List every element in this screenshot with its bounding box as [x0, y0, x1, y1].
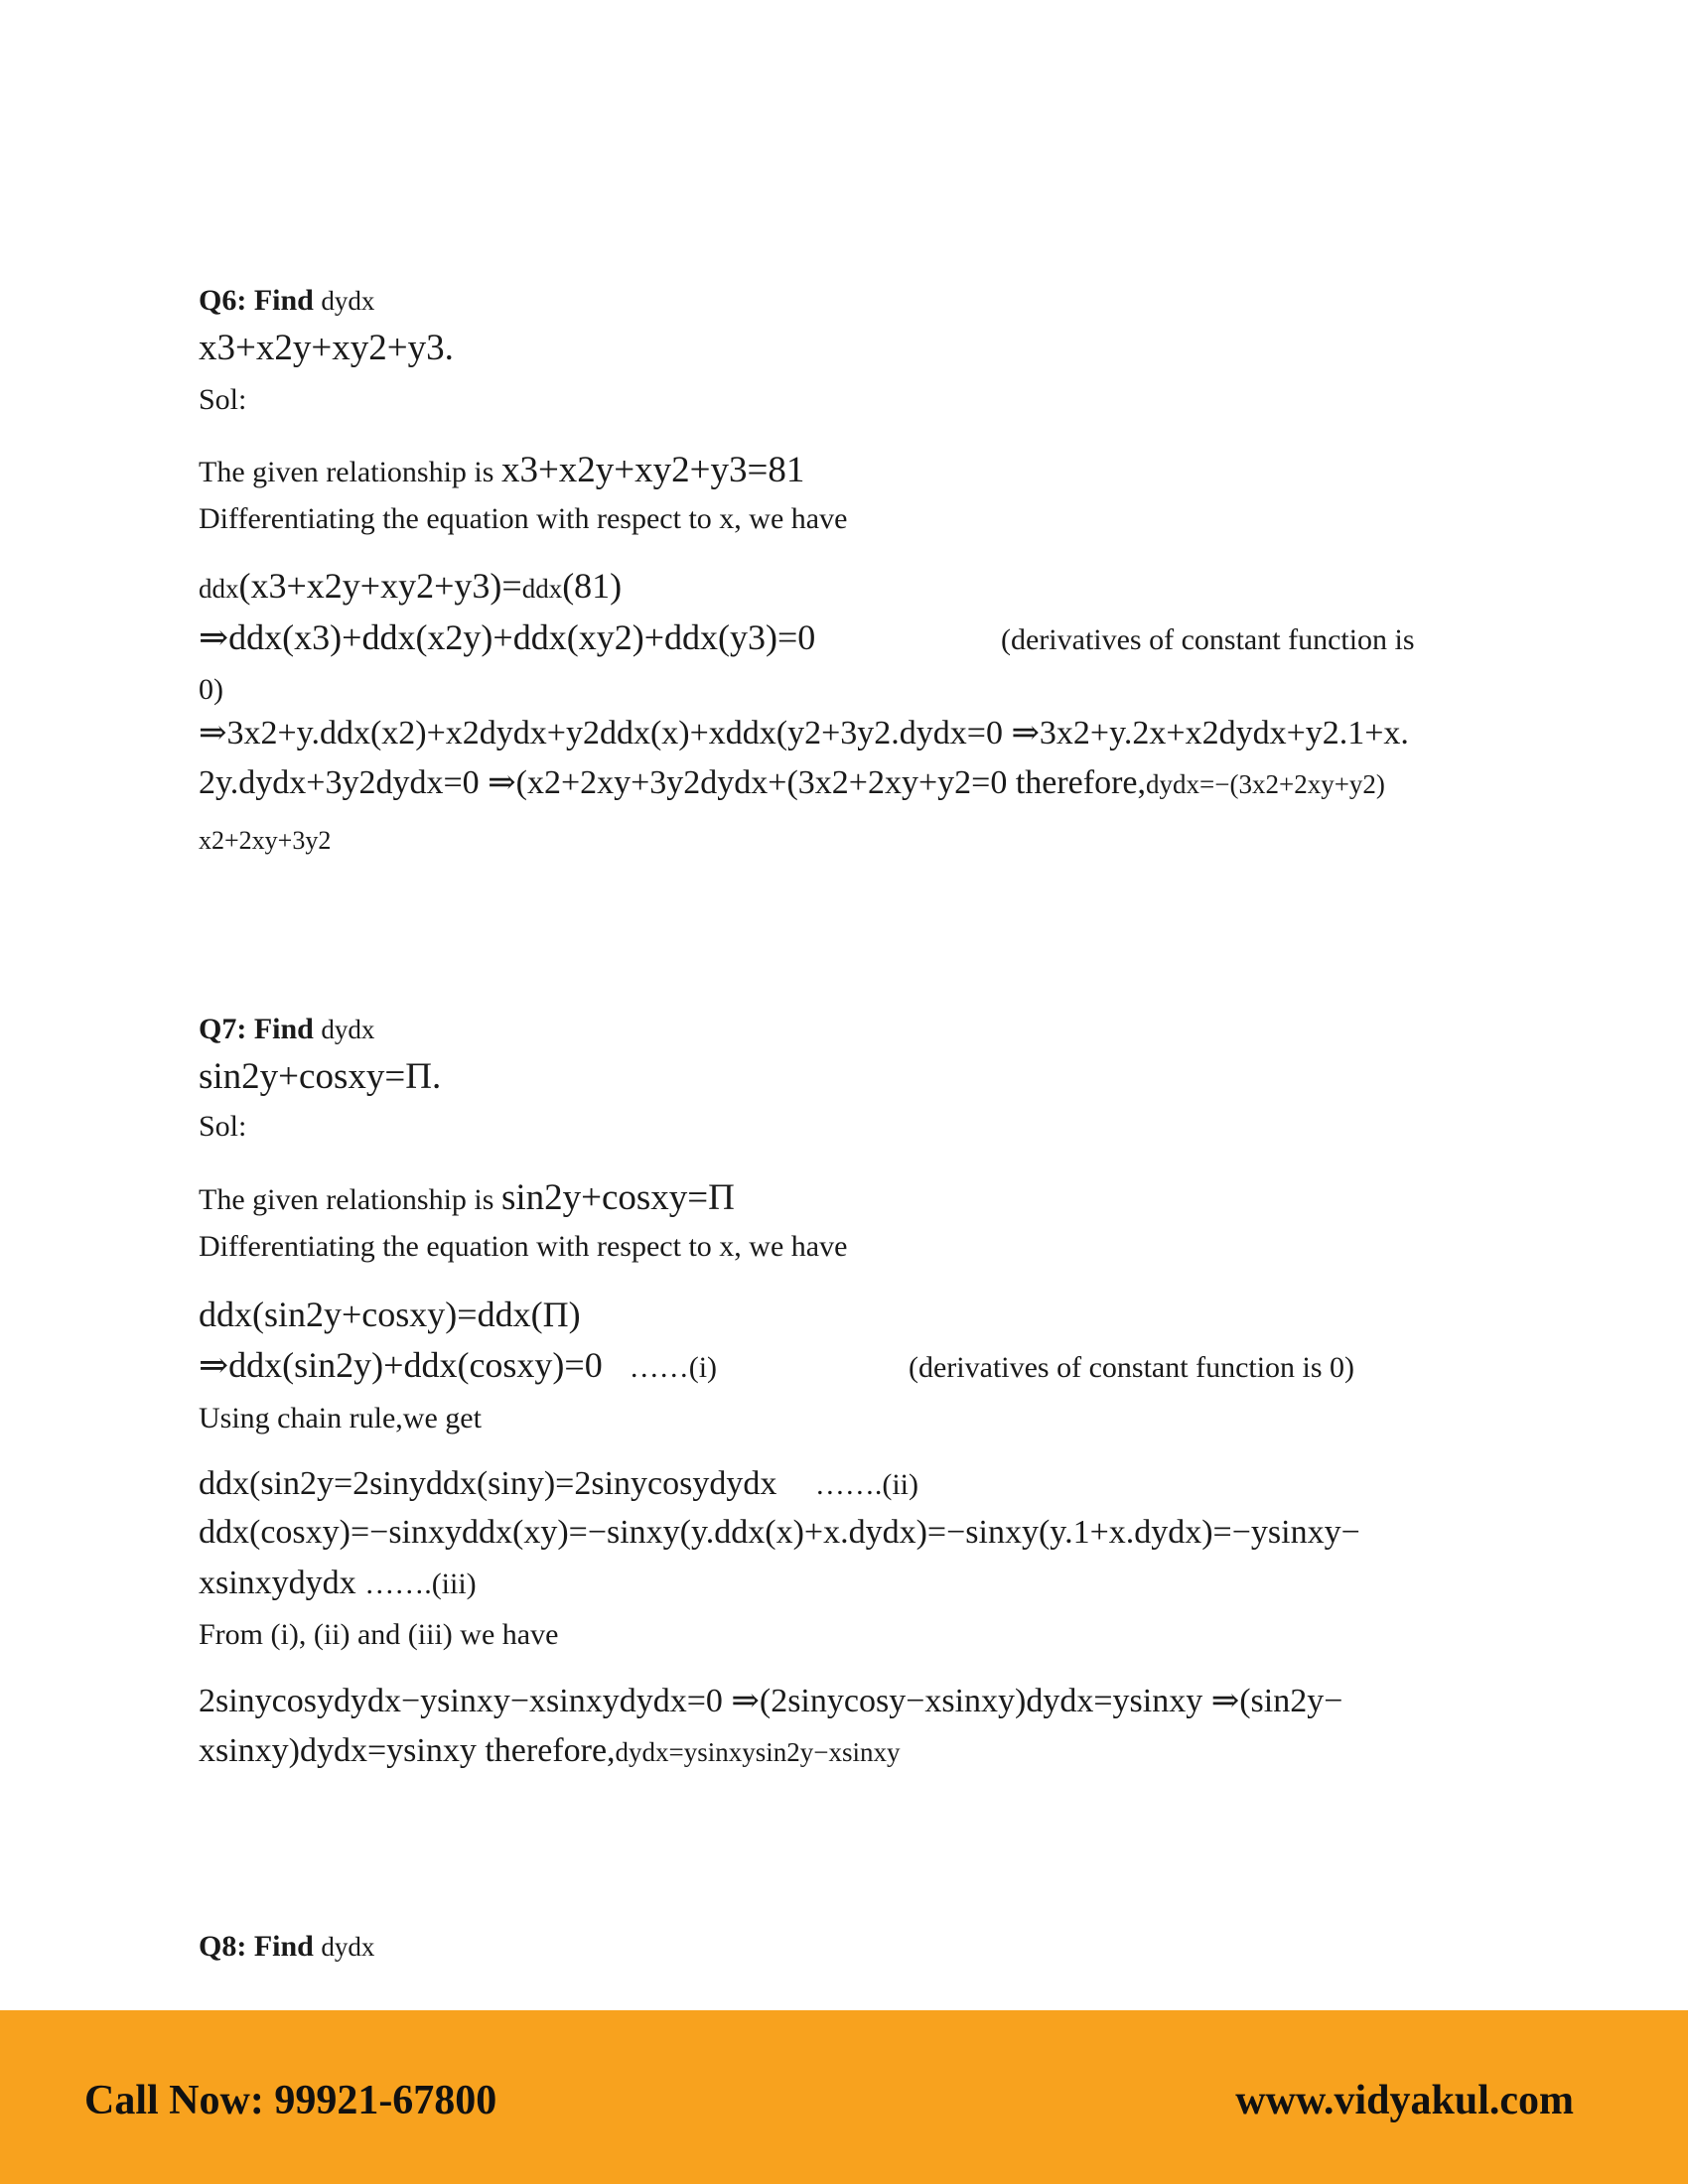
q7-sol: Sol:: [199, 1110, 247, 1143]
q7-eq3: [199, 1467, 918, 1501]
q6-eq4-small: dydx=−(3x2+2xy+y2): [1146, 769, 1385, 799]
q6-eq2-cont: 0): [199, 673, 223, 706]
q7-eq7: [199, 1734, 901, 1768]
q7-chain-line: Using chain rule,we get: [199, 1402, 482, 1434]
q6-label: Q6: Find: [199, 284, 314, 317]
q6-given-text: The given relationship is: [199, 456, 494, 488]
q7-given-line: [199, 1179, 735, 1216]
q6-eq1-b: (81): [562, 566, 623, 606]
q7-problem-expr: sin2y+cosxy=Π.: [199, 1056, 442, 1097]
q7-eq7-small: dydx=ysinxysin2y−xsinxy: [615, 1737, 901, 1767]
q7-eq2: [199, 1347, 717, 1383]
q6-eq1-d2: ddx: [521, 574, 563, 604]
q6-eq1-a: (x3+x2y+xy2+y3)=: [238, 566, 522, 606]
q7-eq2-tag: ……(i): [629, 1351, 718, 1384]
q6-given-line: [199, 452, 804, 488]
q6-eq1-d1: ddx: [199, 574, 239, 604]
q6-eq5: x2+2xy+3y2: [199, 826, 332, 855]
q8-label: Q8: Find: [199, 1930, 314, 1963]
q6-find-expr: dydx: [321, 286, 375, 316]
q6-eq4: [199, 766, 1385, 800]
q7-from-line: From (i), (ii) and (iii) we have: [199, 1618, 559, 1651]
call-now-text: Call Now: 99921-67800: [84, 2078, 497, 2123]
q7-eq3-main: ddx(sin2y=2sinyddx(siny)=2sinycosydydx: [199, 1465, 777, 1502]
q6-eq3: ⇒3x2+y.ddx(x2)+x2dydx+y2ddx(x)+xddx(y2+3y2.dydx=0 ⇒3x2+y.2x+x2dydx+y2.1+x.: [199, 715, 1409, 751]
q7-eq2-note: (derivatives of constant function is 0): [909, 1351, 1355, 1384]
q7-eq2-main: ⇒ddx(sin2y)+ddx(cosxy)=0: [199, 1345, 603, 1385]
q6-sol: Sol:: [199, 383, 247, 416]
q7-heading: [199, 1015, 374, 1044]
q7-eq7-main: xsinxy)dydx=ysinxy therefore,: [199, 1732, 616, 1769]
q7-label: Q7: Find: [199, 1013, 314, 1045]
q7-find-expr: dydx: [321, 1015, 375, 1044]
q7-eq4: ddx(cosxy)=−sinxyddx(xy)=−sinxy(y.ddx(x)+x.dydx)=−sinxy(y.1+x.dydx)=−ysinxy−: [199, 1514, 1360, 1551]
q6-heading: [199, 286, 374, 316]
q8-find-expr: dydx: [321, 1932, 375, 1962]
q7-eq3-tag: …….(ii): [814, 1468, 919, 1501]
q7-diff-line: Differentiating the equation with respect to x, we have: [199, 1230, 848, 1263]
q6-diff-line: Differentiating the equation with respect to x, we have: [199, 502, 848, 535]
q6-problem-expr: x3+x2y+xy2+y3.: [199, 328, 454, 368]
q6-eq1: [199, 568, 622, 604]
q7-eq5-tag: …….(iii): [364, 1568, 477, 1600]
q6-eq4-main: 2y.dydx+3y2dydx=0 ⇒(x2+2xy+3y2dydx+(3x2+2xy+y2=0 therefore,: [199, 764, 1147, 801]
q8-heading: [199, 1932, 374, 1962]
footer-banner: [0, 2010, 1688, 2184]
q6-eq2-note: (derivatives of constant function is: [1001, 623, 1415, 656]
q7-eq5: [199, 1567, 477, 1600]
q7-eq1: ddx(sin2y+cosxy)=ddx(Π): [199, 1295, 581, 1334]
q7-given-text: The given relationship is: [199, 1183, 494, 1216]
q6-given-expr: x3+x2y+xy2+y3=81: [500, 450, 805, 490]
q6-eq2: ⇒ddx(x3)+ddx(x2y)+ddx(xy2)+ddx(y3)=0: [199, 617, 816, 657]
q7-eq5-main: xsinxydydx: [199, 1565, 356, 1601]
website-link[interactable]: www.vidyakul.com: [1235, 2078, 1574, 2123]
q7-eq6: 2sinycosydydx−ysinxy−xsinxydydx=0 ⇒(2sinycosy−xsinxy)dydx=ysinxy ⇒(sin2y−: [199, 1683, 1343, 1719]
q7-given-expr: sin2y+cosxy=Π: [500, 1177, 735, 1218]
